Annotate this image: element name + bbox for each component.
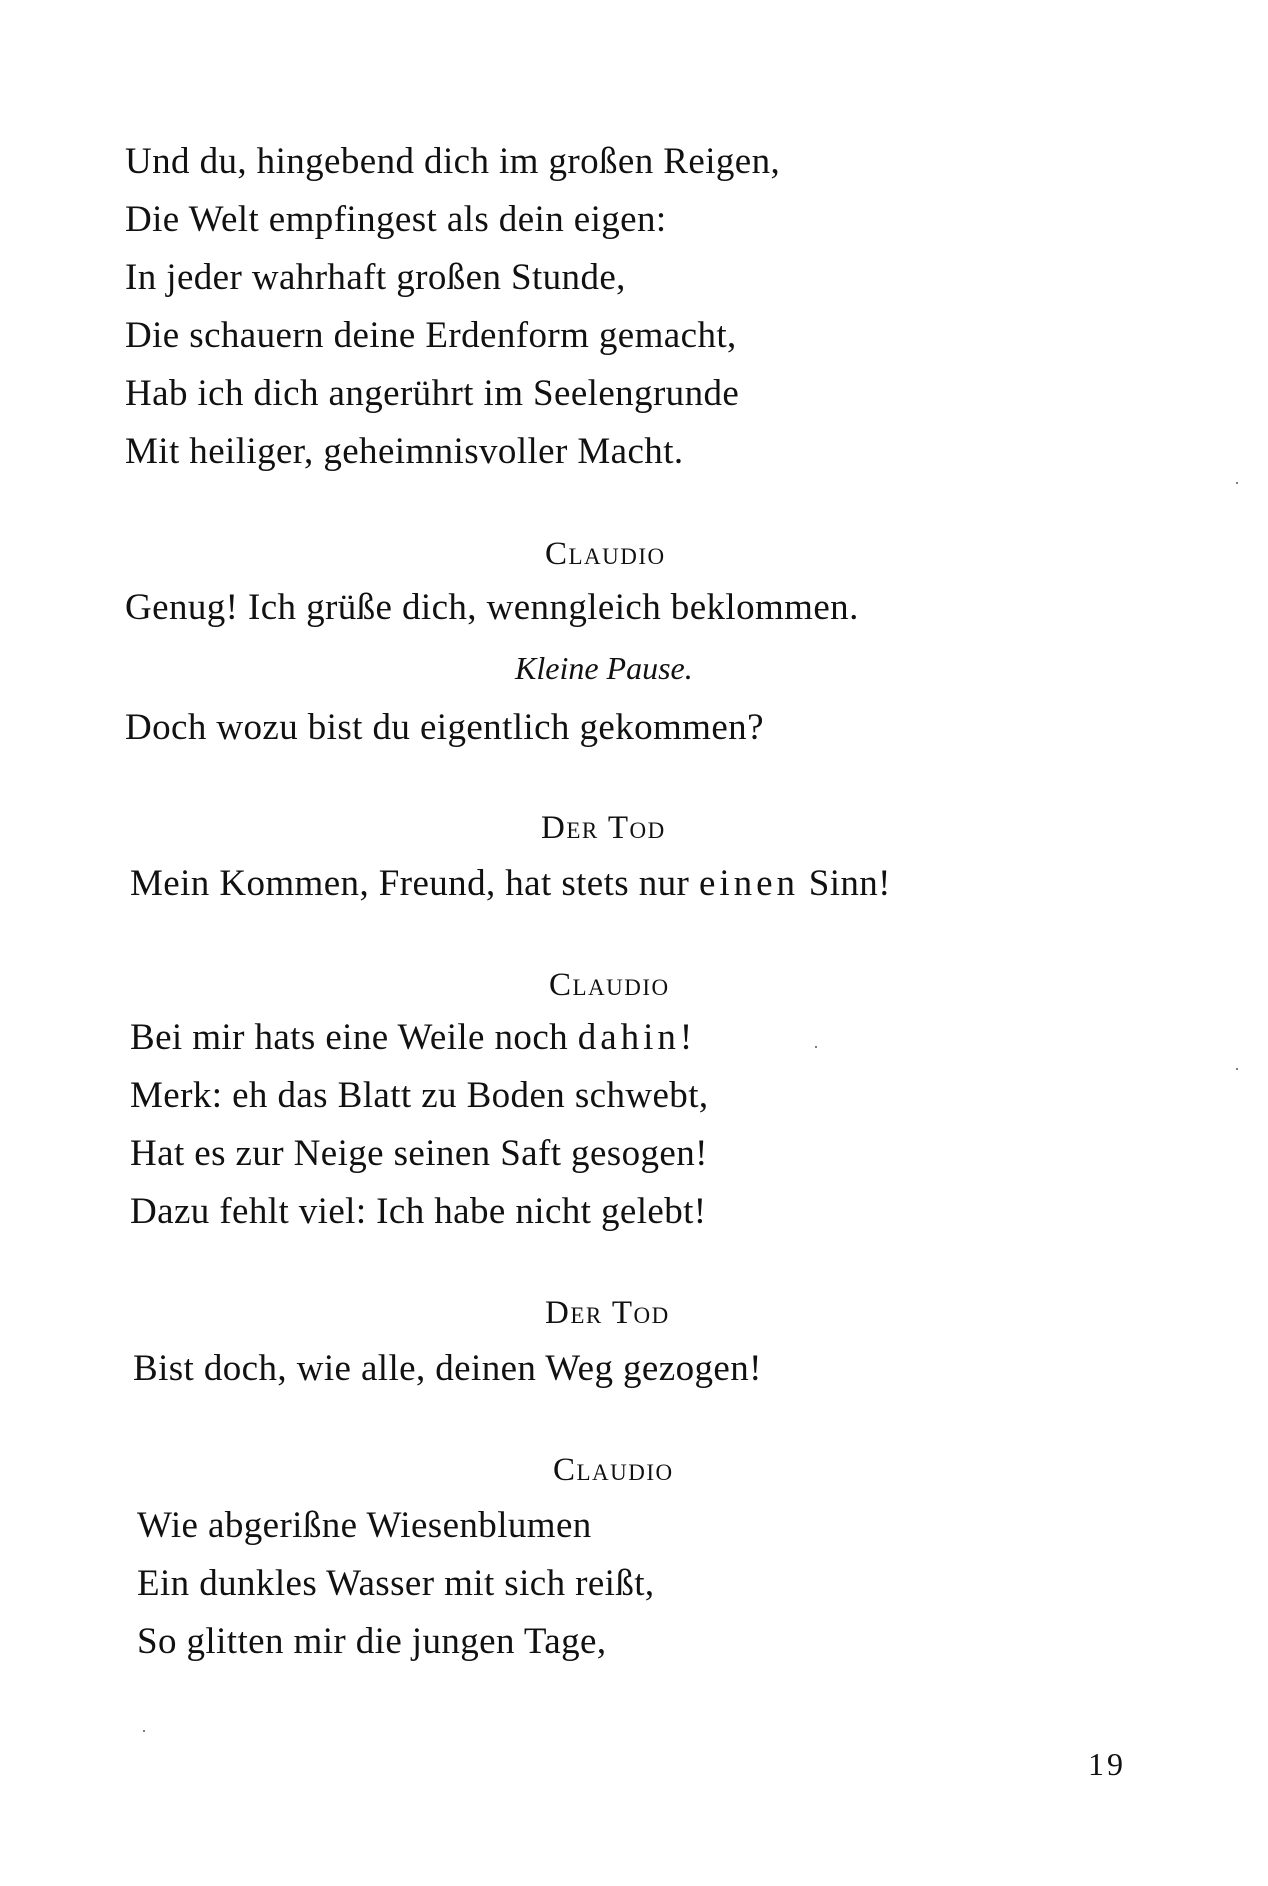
verse-line: Die Welt empfingest als dein eigen: [125,199,667,240]
verse-line: In jeder wahrhaft großen Stunde, [125,257,626,298]
scan-speck [1236,482,1238,484]
page-number: 19 [1088,1746,1126,1782]
speaker-name: Claudio [549,967,670,1003]
verse-line: Hab ich dich angerührt im Seelengrunde [125,373,740,414]
verse-line: Wie abgerißne Wiesenblumen [137,1505,592,1546]
scan-speck [815,1046,817,1048]
speaker-name: Der Tod [545,1295,670,1331]
speaker-name: Der Tod [541,810,666,846]
verse-line: Die schauern deine Erdenform gemacht, [125,315,737,356]
verse-line: Hat es zur Neige seinen Saft gesogen! [130,1133,708,1174]
verse-line: Doch wozu bist du eigentlich gekommen? [125,707,764,748]
stage-direction: Kleine Pause. [515,650,693,686]
verse-line: Genug! Ich grüße dich, wenngleich beklommen. [125,587,859,628]
verse-line [130,1016,693,1060]
emphasized-word: dahin [577,1017,680,1058]
emphasized-word: einen [698,863,800,904]
verse-line: Dazu fehlt viel: Ich habe nicht gelebt! [130,1191,707,1232]
verse-line: Und du, hingebend dich im großen Reigen, [125,141,781,182]
verse-text: Bei mir hats eine Weile noch [130,1017,578,1058]
verse-line [130,862,891,906]
verse-text: ! [679,1017,693,1058]
scan-speck [143,1730,145,1732]
verse-text: Mein Kommen, Freund, hat stets nur [130,863,699,904]
speaker-name: Claudio [545,536,666,572]
verse-line: So glitten mir die jungen Tage, [137,1621,607,1662]
verse-line: Bist doch, wie alle, deinen Weg gezogen! [133,1348,762,1389]
verse-text: Sinn! [799,863,891,904]
speaker-name: Claudio [553,1452,674,1488]
scan-speck [1236,1068,1238,1070]
verse-line: Merk: eh das Blatt zu Boden schwebt, [130,1075,709,1116]
verse-line: Mit heiliger, geheimnisvoller Macht. [125,431,684,472]
verse-line: Ein dunkles Wasser mit sich reißt, [137,1563,655,1604]
